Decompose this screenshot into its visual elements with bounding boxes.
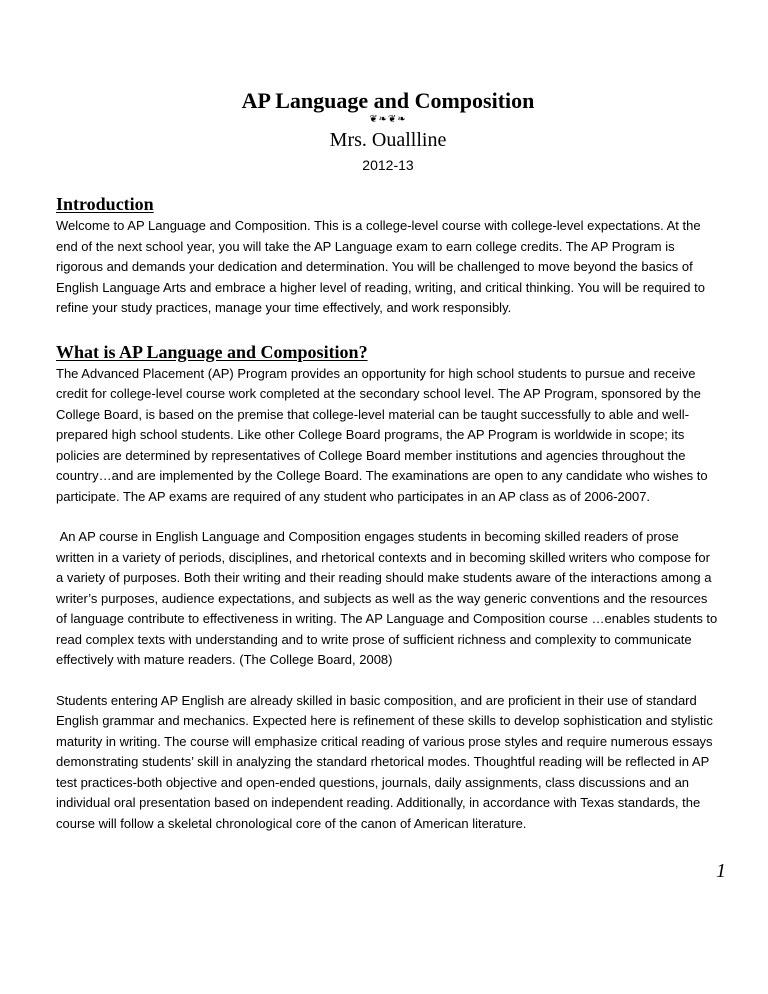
school-year: 2012-13 (362, 157, 414, 173)
introduction-heading: Introduction (56, 194, 154, 214)
page-number: 1 (716, 860, 726, 882)
what-is-heading: What is AP Language and Composition? (56, 341, 368, 362)
document-title: AP Language and Composition (241, 88, 535, 113)
author-name: Mrs. Ouallline (329, 129, 447, 151)
introduction-paragraph: Welcome to AP Language and Composition. This is a college-level course with college-level expectations. At the end of the next school year, you will take the AP Language exam to earn college credits. The AP Program is rigorous and demands your dedication and determination. You will be challenged to move beyond the basics of English Language Arts and embrace a higher level of reading, writing, and critical thinking. You will be required to refine your study practices, manage your time effectively, and work responsibly. (56, 218, 705, 315)
what-is-paragraph-1: The Advanced Placement (AP) Program provides an opportunity for high school students to pursue and receive credit for college-level course work completed at the secondary school level. The AP Program, sponsored by the College Board, is based on the premise that college-level material can be taught successfully to able and well-prepared high school students. Like other College Board programs, the AP Program is worldwide in scope; its policies are determined by representatives of College Board member institutions and agencies throughout the country…and are implemented by the College Board. The examinations are open to any candidate who wishes to participate. The AP exams are required of any student who participates in an AP class as of 2006-2007. (56, 365, 708, 504)
what-is-paragraph-2: An AP course in English Language and Composition engages students in becoming skilled readers of prose written in a variety of periods, disciplines, and rhetorical contexts and in becoming skilled writers who compose for a variety of purposes. Both their writing and their reading should make students aware of the interactions among a writer’s purposes, audience expectations, and subjects as well as the way generic conventions and the resources of language contribute to effectiveness in writing. The AP Language and Composition course …enables students to read complex texts with understanding and to write prose of sufficient richness and complexity to communicate effectively with mature readers. (The College Board, 2008) (56, 529, 721, 667)
what-is-paragraph-3: Students entering AP English are already skilled in basic composition, and are proficient in their use of standard English grammar and mechanics. Expected here is refinement of these skills to develop sophistication and stylistic maturity in writing. The course will emphasize critical reading of various prose styles and require numerous essays demonstrating students’ skill in analyzing the standard rhetorical modes. Thoughtful reading will be reflected in AP test practices-both objective and open-ended questions, journals, daily assignments, class discussions and an individual oral presentation based on independent reading. Additionally, in accordance with Texas standards, the course will follow a skeletal chronological core of the canon of American literature. (56, 692, 713, 831)
title-ornament: ❦❧❦❧ (369, 114, 407, 125)
page-content (56, 88, 720, 834)
